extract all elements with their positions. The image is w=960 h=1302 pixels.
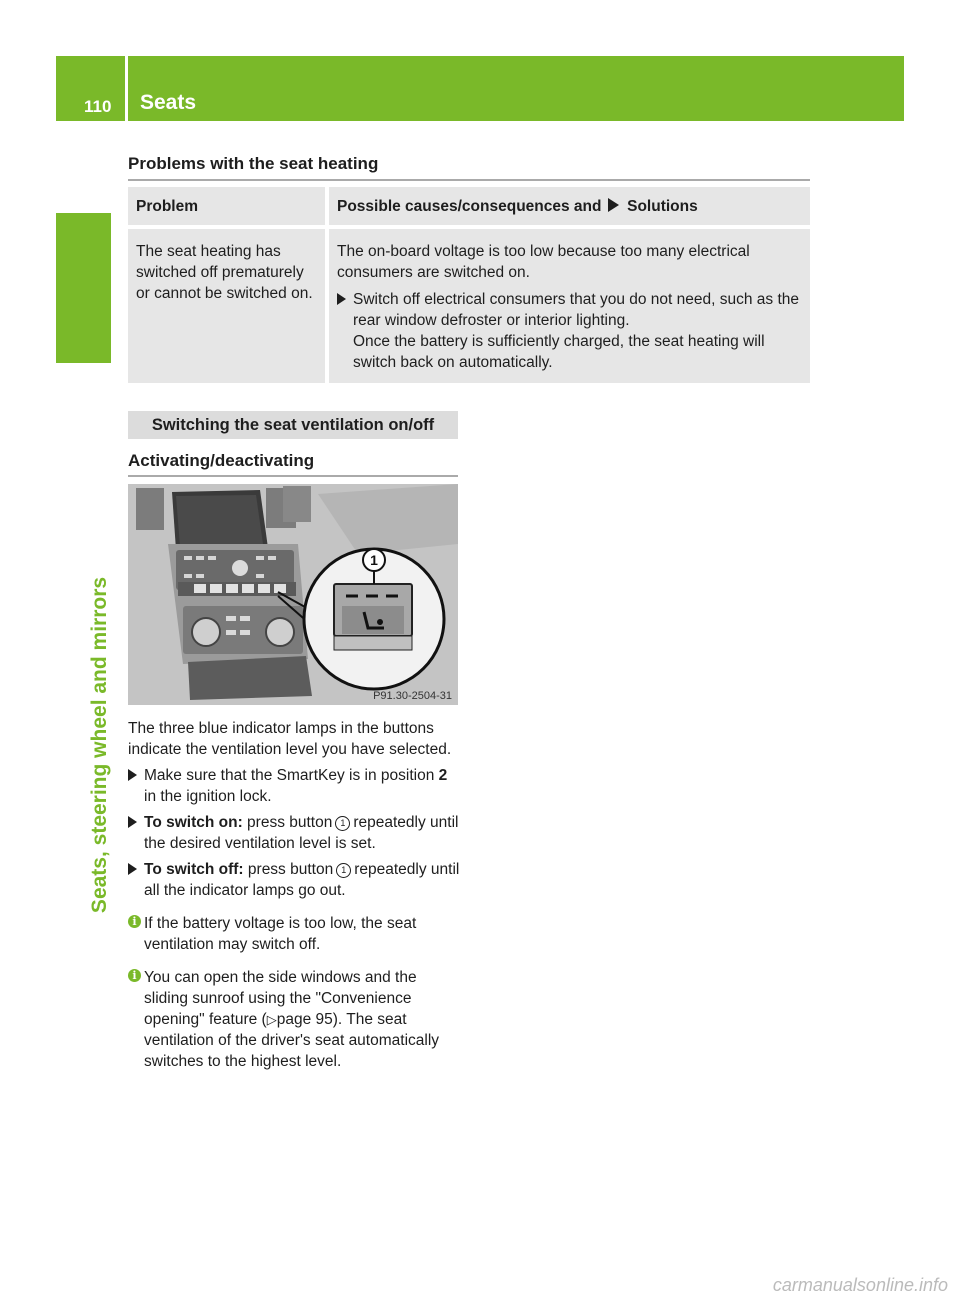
solution-step-note: Once the battery is sufficiently charged, the seat heating will switch back on automatically. bbox=[353, 333, 765, 371]
step-text: repeatedly until all the indicator lamps go out. bbox=[144, 861, 460, 899]
info-icon: i bbox=[128, 915, 141, 928]
solution-step bbox=[337, 289, 802, 373]
step-arrow-icon bbox=[128, 863, 137, 875]
dashboard-drawing bbox=[128, 484, 458, 705]
info-text: If the battery voltage is too low, the seat ventilation may switch off. bbox=[144, 915, 417, 953]
step-item bbox=[128, 859, 460, 901]
solution-step-text: Switch off electrical consumers that you do not need, such as the rear window defroster or interior lighting. bbox=[353, 291, 800, 329]
page-reference-link[interactable]: page 95 bbox=[276, 1011, 333, 1028]
header-divider bbox=[125, 56, 128, 121]
button-ref-icon: 1 bbox=[335, 816, 350, 831]
button-ref-icon: 1 bbox=[336, 863, 351, 878]
info-icon: i bbox=[128, 969, 141, 982]
arrow-right-icon bbox=[608, 198, 619, 212]
table-header-row bbox=[128, 187, 810, 225]
activating-subheading: Activating/deactivating bbox=[128, 451, 458, 477]
problems-heading: Problems with the seat heating bbox=[128, 154, 810, 181]
info-text: ). The seat ventilation of the driver's seat automatically switches to the highest level. bbox=[144, 1011, 440, 1070]
step-text: press button bbox=[247, 814, 333, 831]
table-row bbox=[128, 225, 810, 383]
column-header-problem: Problem bbox=[128, 187, 329, 225]
page-number: 110 bbox=[84, 97, 112, 116]
column-header-solutions-text: Possible causes/consequences and bbox=[337, 198, 602, 215]
side-tab-label: Seats, steering wheel and mirrors bbox=[88, 576, 111, 914]
dashboard-illustration bbox=[128, 484, 458, 705]
step-bold: 2 bbox=[438, 767, 448, 784]
step-text: Make sure that the SmartKey is in position bbox=[144, 767, 435, 784]
step-arrow-icon bbox=[128, 769, 137, 781]
ventilation-body bbox=[128, 718, 460, 1072]
intro-paragraph: The three blue indicator lamps in the buttons indicate the ventilation level you have selected. bbox=[128, 720, 452, 758]
step-bold: To switch on: bbox=[144, 814, 243, 831]
ventilation-heading: Switching the seat ventilation on/off bbox=[128, 411, 458, 439]
info-note bbox=[128, 913, 460, 955]
figure-callout: 1 bbox=[370, 552, 378, 568]
problem-cell: The seat heating has switched off prematurely or cannot be switched on. bbox=[128, 225, 329, 383]
figure-code: P91.30-2504-31 bbox=[373, 690, 452, 702]
solution-cell bbox=[329, 225, 810, 383]
info-note bbox=[128, 967, 460, 1072]
step-text: repeatedly until the desired ventilation level is set. bbox=[144, 814, 459, 852]
problems-table bbox=[128, 187, 810, 383]
step-item bbox=[128, 812, 460, 854]
column-header-solutions-label: Solutions bbox=[627, 198, 698, 215]
side-tab-block bbox=[56, 213, 111, 363]
header-title: Seats bbox=[140, 91, 197, 114]
step-bold: To switch off: bbox=[144, 861, 244, 878]
step-text: press button bbox=[247, 861, 334, 878]
info-text: You can open the side windows and the sliding sunroof using the "Convenience opening" feature ( bbox=[144, 969, 417, 1028]
watermark: carmanualsonline.info bbox=[772, 1275, 948, 1295]
step-item bbox=[128, 765, 460, 807]
page-ref-arrow-icon: ▷ bbox=[266, 1012, 277, 1027]
step-arrow-icon bbox=[128, 816, 137, 828]
cause-text: The on-board voltage is too low because too many electrical consumers are switched on. bbox=[337, 243, 750, 281]
step-arrow-icon bbox=[337, 293, 346, 305]
step-text: in the ignition lock. bbox=[144, 788, 272, 805]
column-header-solutions bbox=[329, 187, 810, 225]
